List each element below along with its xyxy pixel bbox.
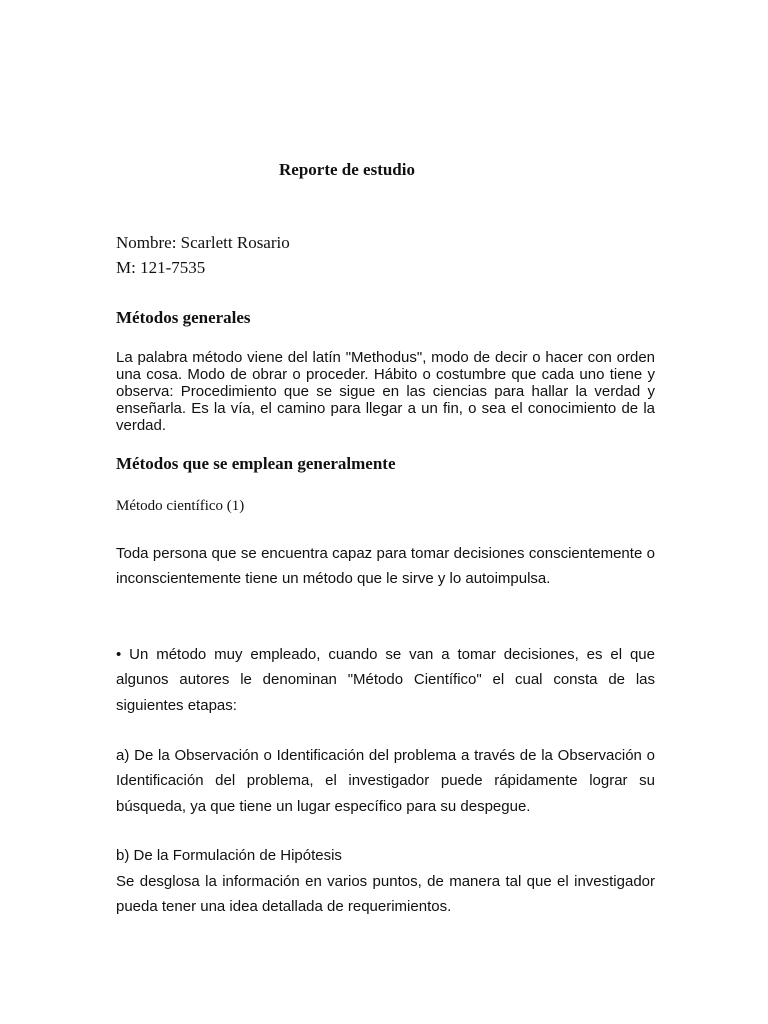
document-title: Reporte de estudio xyxy=(279,160,415,179)
student-id: M: 121-7535 xyxy=(116,258,206,277)
paragraph-decision-method: Toda persona que se encuentra capaz para tomar decisiones conscientemente o inconscientemente tiene un método que le sirve y lo autoimpulsa. xyxy=(116,545,655,588)
paragraph-scientific-method-stages: • Un método muy empleado, cuando se van a tomar decisiones, es el que algunos autores le denominan "Método Científico" el cual consta de las siguientes etapas: xyxy=(116,646,655,714)
subheading-scientific-method: Método científico (1) xyxy=(116,498,245,514)
list-item-stage-b: b) De la Formulación de Hipótesis xyxy=(116,847,342,864)
general-methods-paragraph: La palabra método viene del latín "Methodus", modo de decir o hacer con orden una cosa. Modo de obrar o proceder. Hábito o costumbre que cada uno tiene y observa: Procedimiento que se sigue en las ciencias para hallar la verdad y enseñarla. Es la vía, el camino para llegar a un fin, o sea el conocimiento de la verdad. xyxy=(116,349,655,434)
paragraph-stage-a-observation: a) De la Observación o Identificación del problema a través de la Observación o Identificación del problema, el investigador puede rápidamente lograr su búsqueda, ya que tiene un lugar específico para su despegue. xyxy=(116,747,655,815)
paragraph-stage-b-description: Se desglosa la información en varios puntos, de manera tal que el investigador pueda tener una idea detallada de requerimientos. xyxy=(116,873,655,916)
section-heading-common-methods: Métodos que se emplean generalmente xyxy=(116,454,396,473)
student-name: Nombre: Scarlett Rosario xyxy=(116,233,290,252)
section-heading-general-methods: Métodos generales xyxy=(116,308,251,327)
